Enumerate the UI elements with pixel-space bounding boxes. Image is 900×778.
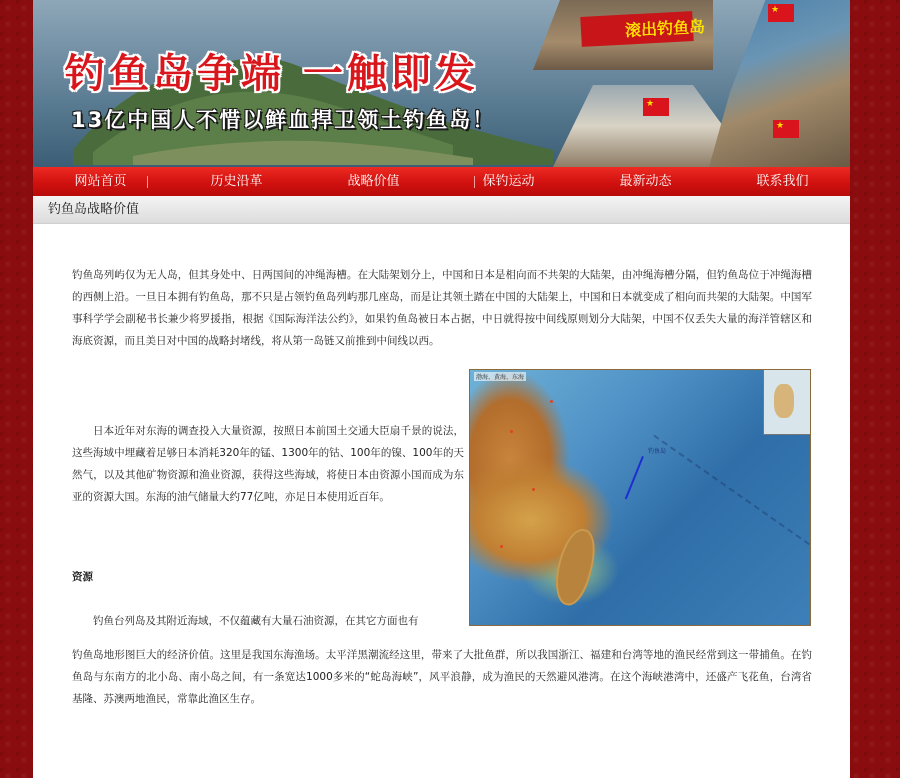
map-city-marker	[532, 488, 535, 491]
nav-home[interactable]: 网站首页	[74, 174, 127, 189]
flag-icon	[643, 98, 669, 116]
banner-title: 钓鱼岛争端 一触即发	[65, 51, 479, 97]
article-paragraph: 日本近年对东海的调查投入大量资源，按照日本前国土交通大臣扇千景的说法，这些海域中埋藏着足够日本消耗320年的锰、1300年的钴、100年的镍、100年的天然气，以及其他矿物资源和渔业资源，获得这些海域，将使日本由资源小国而成为东亚的资源大国。东海的油气储量大约77亿吨，亦足日本使用近百年。	[72, 425, 464, 503]
nav-strategic-value[interactable]: 战略价值	[347, 174, 400, 189]
article-paragraph: 钓鱼岛列屿仅为无人岛，但其身处中、日两国间的冲绳海槽。在大陆架划分上，中国和日本是相向而不共架的大陆架，由冲绳海槽分隔，但钓鱼岛位于冲绳海槽的西侧上沿。一旦日本拥有钓鱼岛，那不只是占领钓鱼岛列屿那几座岛，而是让其领土踏在中国的大陆架上，中国和日本就变成了相向而共架的大陆架。中国军事科学学会副秘书长兼少将罗援指，根据《国际海洋法公约》，如果钓鱼岛被日本占据，中日就得按中间线原则划分大陆架，中国不仅丢失大量的海洋管辖区和海底资源，而且美日对中国的战略封堵线，将从第一岛链又前推到中间线以西。	[72, 269, 812, 347]
section-heading: 资源	[72, 571, 93, 583]
slogan-text: 滚出钓鱼岛	[624, 16, 706, 41]
banner-subtitle: 13亿中国人不惜以鲜血捍卫领土钓鱼岛！	[71, 108, 496, 132]
header-banner	[33, 0, 850, 167]
map-city-marker	[500, 545, 503, 548]
page-wrapper	[33, 0, 850, 778]
page-title: 钓鱼岛战略价值	[48, 202, 140, 217]
article-paragraph: 钓鱼台列岛及其附近海域，不仅蕴藏有大量石油资源，在其它方面也有	[93, 615, 419, 627]
island-landing-photo	[709, 0, 850, 167]
flag-icon	[768, 4, 794, 22]
map-top-label: 渤海、黄海、东海	[476, 374, 525, 381]
nav-protect-movement[interactable]: 保钓运动	[482, 174, 535, 189]
main-nav	[33, 167, 850, 196]
map-trench	[642, 435, 811, 568]
map-city-marker	[510, 430, 513, 433]
nav-contact[interactable]: 联系我们	[756, 174, 809, 189]
map-pointer-line	[625, 456, 644, 499]
map-city-marker	[550, 400, 553, 403]
map-island-label: 钓鱼岛	[648, 448, 667, 455]
article-paragraph: 钓鱼岛地形图巨大的经济价值。这里是我国东海渔场。太平洋黑潮流经这里，带来了大批鱼群，所以我国浙江、福建和台湾等地的渔民经常到这一带捕鱼。在钓鱼岛与东南方的北小岛、南小岛之间，有一条宽达1000多米的“蛇岛海峡”，风平浪静，成为渔民的天然避风港湾。在这个海峡港湾中，还盛产飞花鱼，台湾省基隆、苏澳两地渔民，常靠此渔区生存。	[72, 649, 812, 705]
nav-latest-news[interactable]: 最新动态	[619, 174, 672, 189]
nav-divider	[147, 176, 148, 188]
nav-history[interactable]: 历史沿革	[210, 174, 263, 189]
map-inset	[763, 370, 810, 435]
flag-icon	[773, 120, 799, 138]
breadcrumb	[33, 196, 850, 224]
